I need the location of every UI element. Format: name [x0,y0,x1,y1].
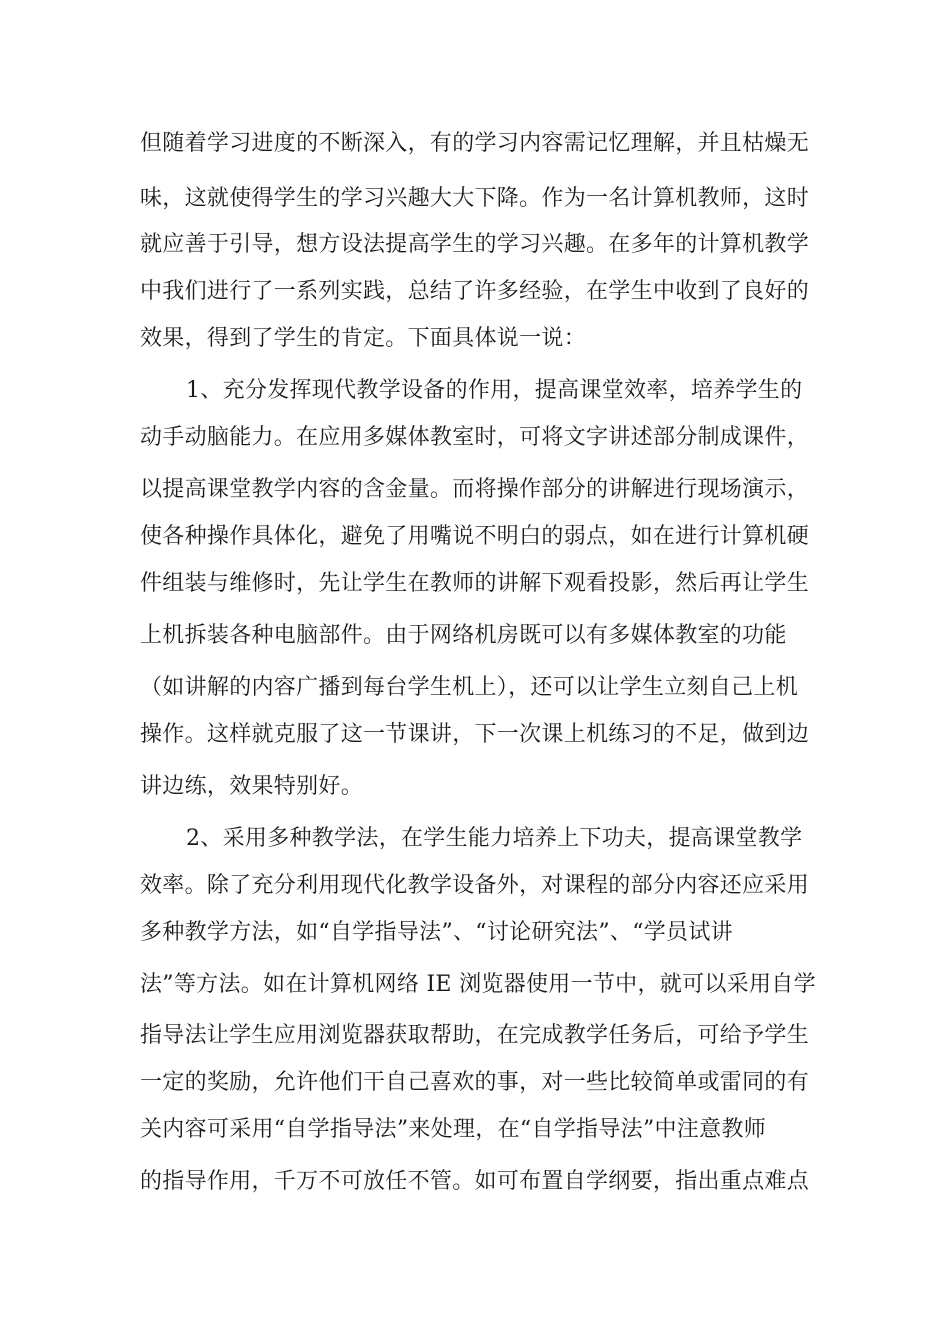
paragraph-3-line-1: 2、采用多种教学法，在学生能力培养上下功夫，提高课堂教学 [186,826,803,851]
paragraph-1-line-4: 中我们进行了一系列实践，总结了许多经验，在学生中收到了良好的 [140,279,810,304]
paragraph-3-line-3: 多种教学方法，如“自学指导法”、“讨论研究法”、“学员试讲 [140,920,733,945]
paragraph-3-line-2: 效率。除了充分利用现代化教学设备外，对课程的部分内容还应采用 [140,873,810,898]
paragraph-3-line-6: 一定的奖励，允许他们干自己喜欢的事，对一些比较简单或雷同的有 [140,1070,810,1095]
paragraph-2-line-7: （如讲解的内容广播到每台学生机上），还可以让学生立刻自己上机 [140,675,799,700]
paragraph-1-line-1: 但随着学习进度的不断深入，有的学习内容需记忆理解，并且枯燥无 [140,131,810,156]
paragraph-1-line-3: 就应善于引导，想方设法提高学生的学习兴趣。在多年的计算机教学 [140,232,810,257]
paragraph-2-line-6: 上机拆装各种电脑部件。由于网络机房既可以有多媒体教室的功能 [140,623,787,648]
paragraph-3-line-5: 指导法让学生应用浏览器获取帮助，在完成教学任务后，可给予学生 [140,1023,810,1048]
paragraph-2-line-4: 使各种操作具体化，避免了用嘴说不明白的弱点，如在进行计算机硬 [140,524,810,549]
paragraph-2-line-1: 1、充分发挥现代教学设备的作用，提高课堂效率，培养学生的 [186,378,803,403]
paragraph-2-line-8: 操作。这样就克服了这一节课讲，下一次课上机练习的不足，做到边 [140,722,810,747]
paragraph-3-line-8: 的指导作用，千万不可放任不管。如可布置自学纲要，指出重点难点 [140,1169,810,1194]
paragraph-1-line-2: 味，这就使得学生的学习兴趣大大下降。作为一名计算机教师，这时 [140,186,810,211]
paragraph-1-line-5: 效果，得到了学生的肯定。下面具体说一说： [140,326,587,351]
paragraph-3-line-7: 关内容可采用“自学指导法”来处理，在“自学指导法”中注意教师 [140,1117,766,1142]
paragraph-2-line-3: 以提高课堂教学内容的含金量。而将操作部分的讲解进行现场演示， [140,477,810,502]
paragraph-2-line-9: 讲边练，效果特别好。 [140,774,364,799]
paragraph-2-line-5: 件组装与维修时，先让学生在教师的讲解下观看投影，然后再让学生 [140,571,810,596]
paragraph-2-line-2: 动手动脑能力。在应用多媒体教室时，可将文字讲述部分制成课件， [140,425,810,450]
paragraph-3-line-4: 法”等方法。如在计算机网络 IE 浏览器使用一节中，就可以采用自学 [140,972,816,997]
